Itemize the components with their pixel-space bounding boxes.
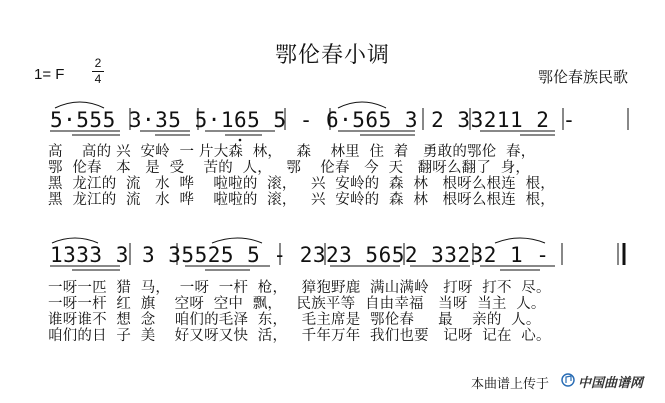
row2-lyric-3: 谁呀谁不 想 念 咱们的毛泽 东， 毛主席是 鄂伦春 最 亲的 人。 xyxy=(48,312,541,328)
music-note-logo-icon xyxy=(561,372,575,391)
row1-lyric-1: 高 高的 兴 安岭 一 片大森 林， 森 林里 住 着 勇敢的鄂伦 春， xyxy=(48,144,536,160)
row2-lyric-4: 咱们的日 子 美 好又呀又快 活， 千年万年 我们也要 记呀 记在 心。 xyxy=(48,328,551,344)
key-signature: 1= F xyxy=(34,66,65,83)
song-origin: 鄂伦春族民歌 xyxy=(538,68,629,86)
logo-text: 中国曲谱网 xyxy=(578,376,644,391)
row2-notes: 1333 3 3 35525 5 - 2323 5652 33232 1 - xyxy=(50,243,550,267)
row2-lyric-2: 一呀一杆 红 旗 空呀 空中 飘， 民族平等 自由幸福 当呀 当主 人。 xyxy=(48,296,546,312)
time-sig-bottom: 4 xyxy=(94,72,102,86)
row2-lyric-1: 一呀一匹 猎 马， 一呀 一杆 枪， 獐狍野鹿 满山满岭 打呀 打不 尽。 xyxy=(48,280,551,296)
time-sig-top: 2 xyxy=(94,56,102,70)
song-title: 鄂伦春小调 xyxy=(274,43,390,68)
row1-lyric-3: 黑 龙江的 流 水 哗 啦啦的 滚， 兴 安岭的 森 林 根呀么根连 根， xyxy=(48,176,555,192)
row1-lyric-2: 鄂 伦春 本 是 受 苦的 人， 鄂 伦春 今 天 翻呀么翻了 身， xyxy=(48,160,531,176)
upload-note: 本曲谱上传于 xyxy=(471,377,550,392)
row1-notes: 5·555 3·35 5·165 5 - 6·565 3 2 33211 2 - xyxy=(50,108,576,132)
site-logo[interactable] xyxy=(561,372,643,391)
row1-lyric-4: 黑 龙江的 流 水 哗 啦啦的 滚， 兴 安岭的 森 林 根呀么根连 根， xyxy=(48,192,555,208)
